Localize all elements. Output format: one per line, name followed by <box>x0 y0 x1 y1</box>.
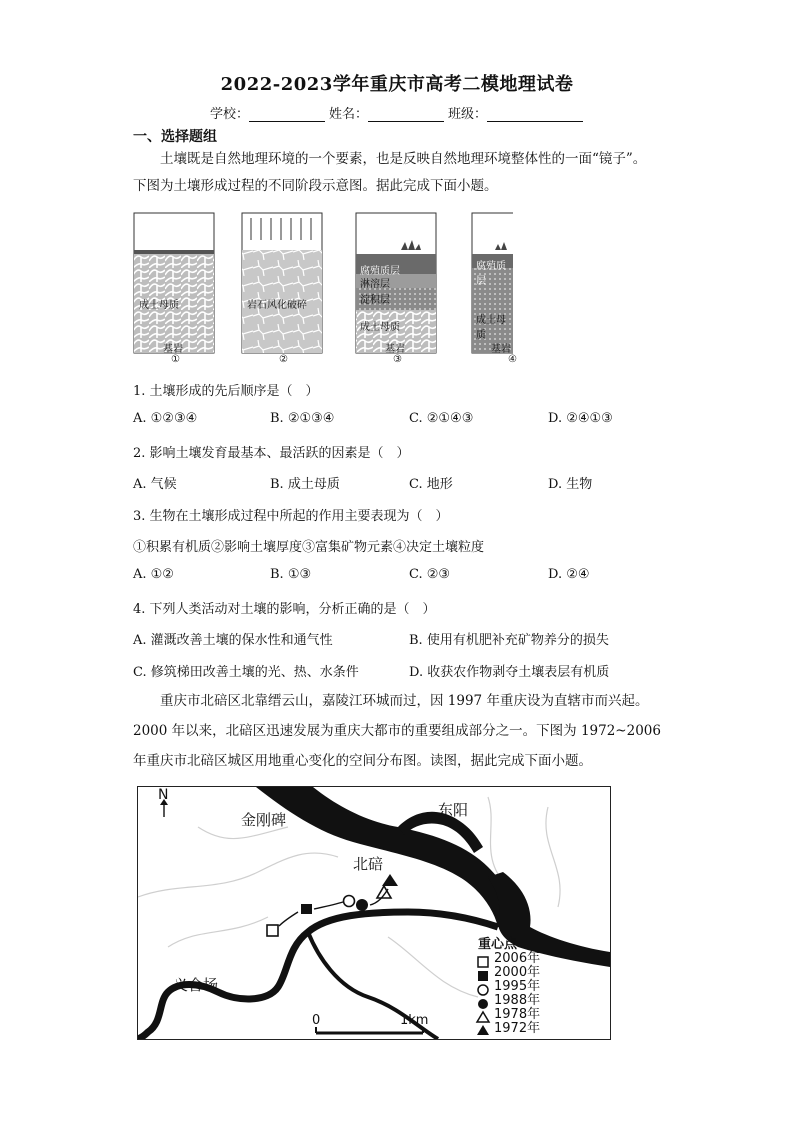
centroid-track <box>267 874 398 936</box>
panel4-label-bedrock: 基岩 <box>491 344 511 355</box>
q2-option-d[interactable]: D. 生物 <box>548 477 593 492</box>
q2-option-b[interactable]: B. 成土母质 <box>270 477 340 492</box>
north-label: N <box>158 787 169 803</box>
q4-option-c[interactable]: C. 修筑梯田改善土壤的光、热、水条件 <box>133 665 359 680</box>
panel1-label-bedrock: 基岩 <box>163 344 183 355</box>
scale-zero: 0 <box>312 1013 321 1028</box>
panel4-label-parent: 成土母质 <box>476 315 506 341</box>
passage2-line1: 重庆市北碚区北靠缙云山，嘉陵江环城而过，因 1997 年重庆设为直辖市而兴起。 <box>160 693 649 709</box>
place-yihechang: 义合场 <box>173 976 219 994</box>
name-blank[interactable] <box>368 107 444 122</box>
class-blank[interactable] <box>487 107 583 122</box>
centroid-1978 <box>377 886 391 898</box>
page-title: 2022-2023学年重庆市高考二模地理试卷 <box>220 74 574 95</box>
school-blank[interactable] <box>249 107 325 122</box>
question-1-stem: 1. 土壤形成的先后顺序是（ ） <box>133 384 319 399</box>
class-label: 班级： <box>448 107 488 122</box>
panel2-label-weathering: 岩石风化破碎 <box>247 300 307 311</box>
panel3-label-illuvial: 淀积层 <box>360 295 390 306</box>
centroid-2006 <box>267 925 278 936</box>
panel4-number: ④ <box>508 354 517 365</box>
panel3-label-bedrock: 基岩 <box>385 344 405 355</box>
place-jingangbei: 金刚碑 <box>241 811 287 829</box>
place-dongyang: 东阳 <box>438 801 469 819</box>
legend-title: 重心点 <box>478 937 518 952</box>
section-heading: 一、选择题组 <box>133 129 217 145</box>
panel1-label-parent: 成土母质 <box>139 300 179 311</box>
soil-panel-2 <box>242 213 322 353</box>
legend-label-1988: 1988年 <box>494 993 541 1008</box>
panel2-number: ② <box>279 354 288 365</box>
q1-option-d[interactable]: D. ②④①③ <box>548 411 613 426</box>
q4-option-d[interactable]: D. 收获农作物剥夺土壤表层有机质 <box>409 665 610 680</box>
q4-option-a[interactable]: A. 灌溉改善土壤的保水性和通气性 <box>133 633 333 648</box>
passage2-line3: 年重庆市北碚区城区用地重心变化的空间分布图。读图，据此完成下面小题。 <box>133 753 592 769</box>
question-2-stem: 2. 影响土壤发育最基本、最活跃的因素是（ ） <box>133 446 410 461</box>
legend-label-1972: 1972年 <box>494 1021 541 1036</box>
panel1-number: ① <box>171 354 180 365</box>
legend-label-2006: 2006年 <box>494 951 541 966</box>
q3-option-c[interactable]: C. ②③ <box>409 567 451 582</box>
school-label: 学校： <box>210 107 250 122</box>
q4-option-b[interactable]: B. 使用有机肥补充矿物养分的损失 <box>409 633 609 648</box>
q1-option-a[interactable]: A. ①②③④ <box>133 411 198 426</box>
panel4-label-humus: 腐殖质层 <box>476 261 506 287</box>
soil-formation-figure <box>133 212 517 372</box>
q3-option-d[interactable]: D. ②④ <box>548 567 590 582</box>
panel3-label-eluvial: 淋溶层 <box>360 279 390 290</box>
jialing-river-main <box>256 787 518 927</box>
q1-option-c[interactable]: C. ②①④③ <box>409 411 474 426</box>
scale-end: 1km <box>400 1013 429 1028</box>
centroid-1972 <box>382 874 398 886</box>
legend-symbols <box>477 957 489 1035</box>
name-label: 姓名： <box>329 107 369 122</box>
place-beibei: 北碚 <box>353 855 384 873</box>
soil-panel-1 <box>134 213 214 353</box>
passage2-line2: 2000 年以来，北碚区迅速发展为重庆大都市的重要组成部分之一。下图为 1972~2006 <box>133 723 661 739</box>
centroid-1988 <box>356 899 368 911</box>
legend-label-1995: 1995年 <box>494 979 541 994</box>
q3-option-b[interactable]: B. ①③ <box>270 567 312 582</box>
passage1-line2: 下图为土壤形成过程的不同阶段示意图。据此完成下面小题。 <box>133 178 498 194</box>
passage1-line1: 土壤既是自然地理环境的一个要素，也是反映自然地理环境整体性的一面“镜子”。 <box>160 151 647 167</box>
panel3-number: ③ <box>393 354 402 365</box>
centroid-2000 <box>301 904 312 914</box>
question-4-stem: 4. 下列人类活动对土壤的影响，分析正确的是（ ） <box>133 602 436 617</box>
q2-option-a[interactable]: A. 气候 <box>133 477 177 492</box>
q3-option-a[interactable]: A. ①② <box>133 567 174 582</box>
centroid-1995 <box>344 896 355 907</box>
panel3-label-humus: 腐殖质层 <box>360 266 400 277</box>
soil-figure-svg <box>133 212 513 372</box>
panel3-label-parent: 成土母质 <box>360 322 400 333</box>
q3-statements: ①积累有机质②影响土壤厚度③富集矿物元素④决定土壤粒度 <box>133 540 485 555</box>
question-3-stem: 3. 生物在土壤形成过程中所起的作用主要表现为（ ） <box>133 509 449 524</box>
q1-option-b[interactable]: B. ②①③④ <box>270 411 335 426</box>
legend-label-2000: 2000年 <box>494 965 541 980</box>
legend-label-1978: 1978年 <box>494 1007 541 1022</box>
beibei-map <box>137 786 611 1040</box>
student-info <box>210 103 587 122</box>
q2-option-c[interactable]: C. 地形 <box>409 477 453 492</box>
